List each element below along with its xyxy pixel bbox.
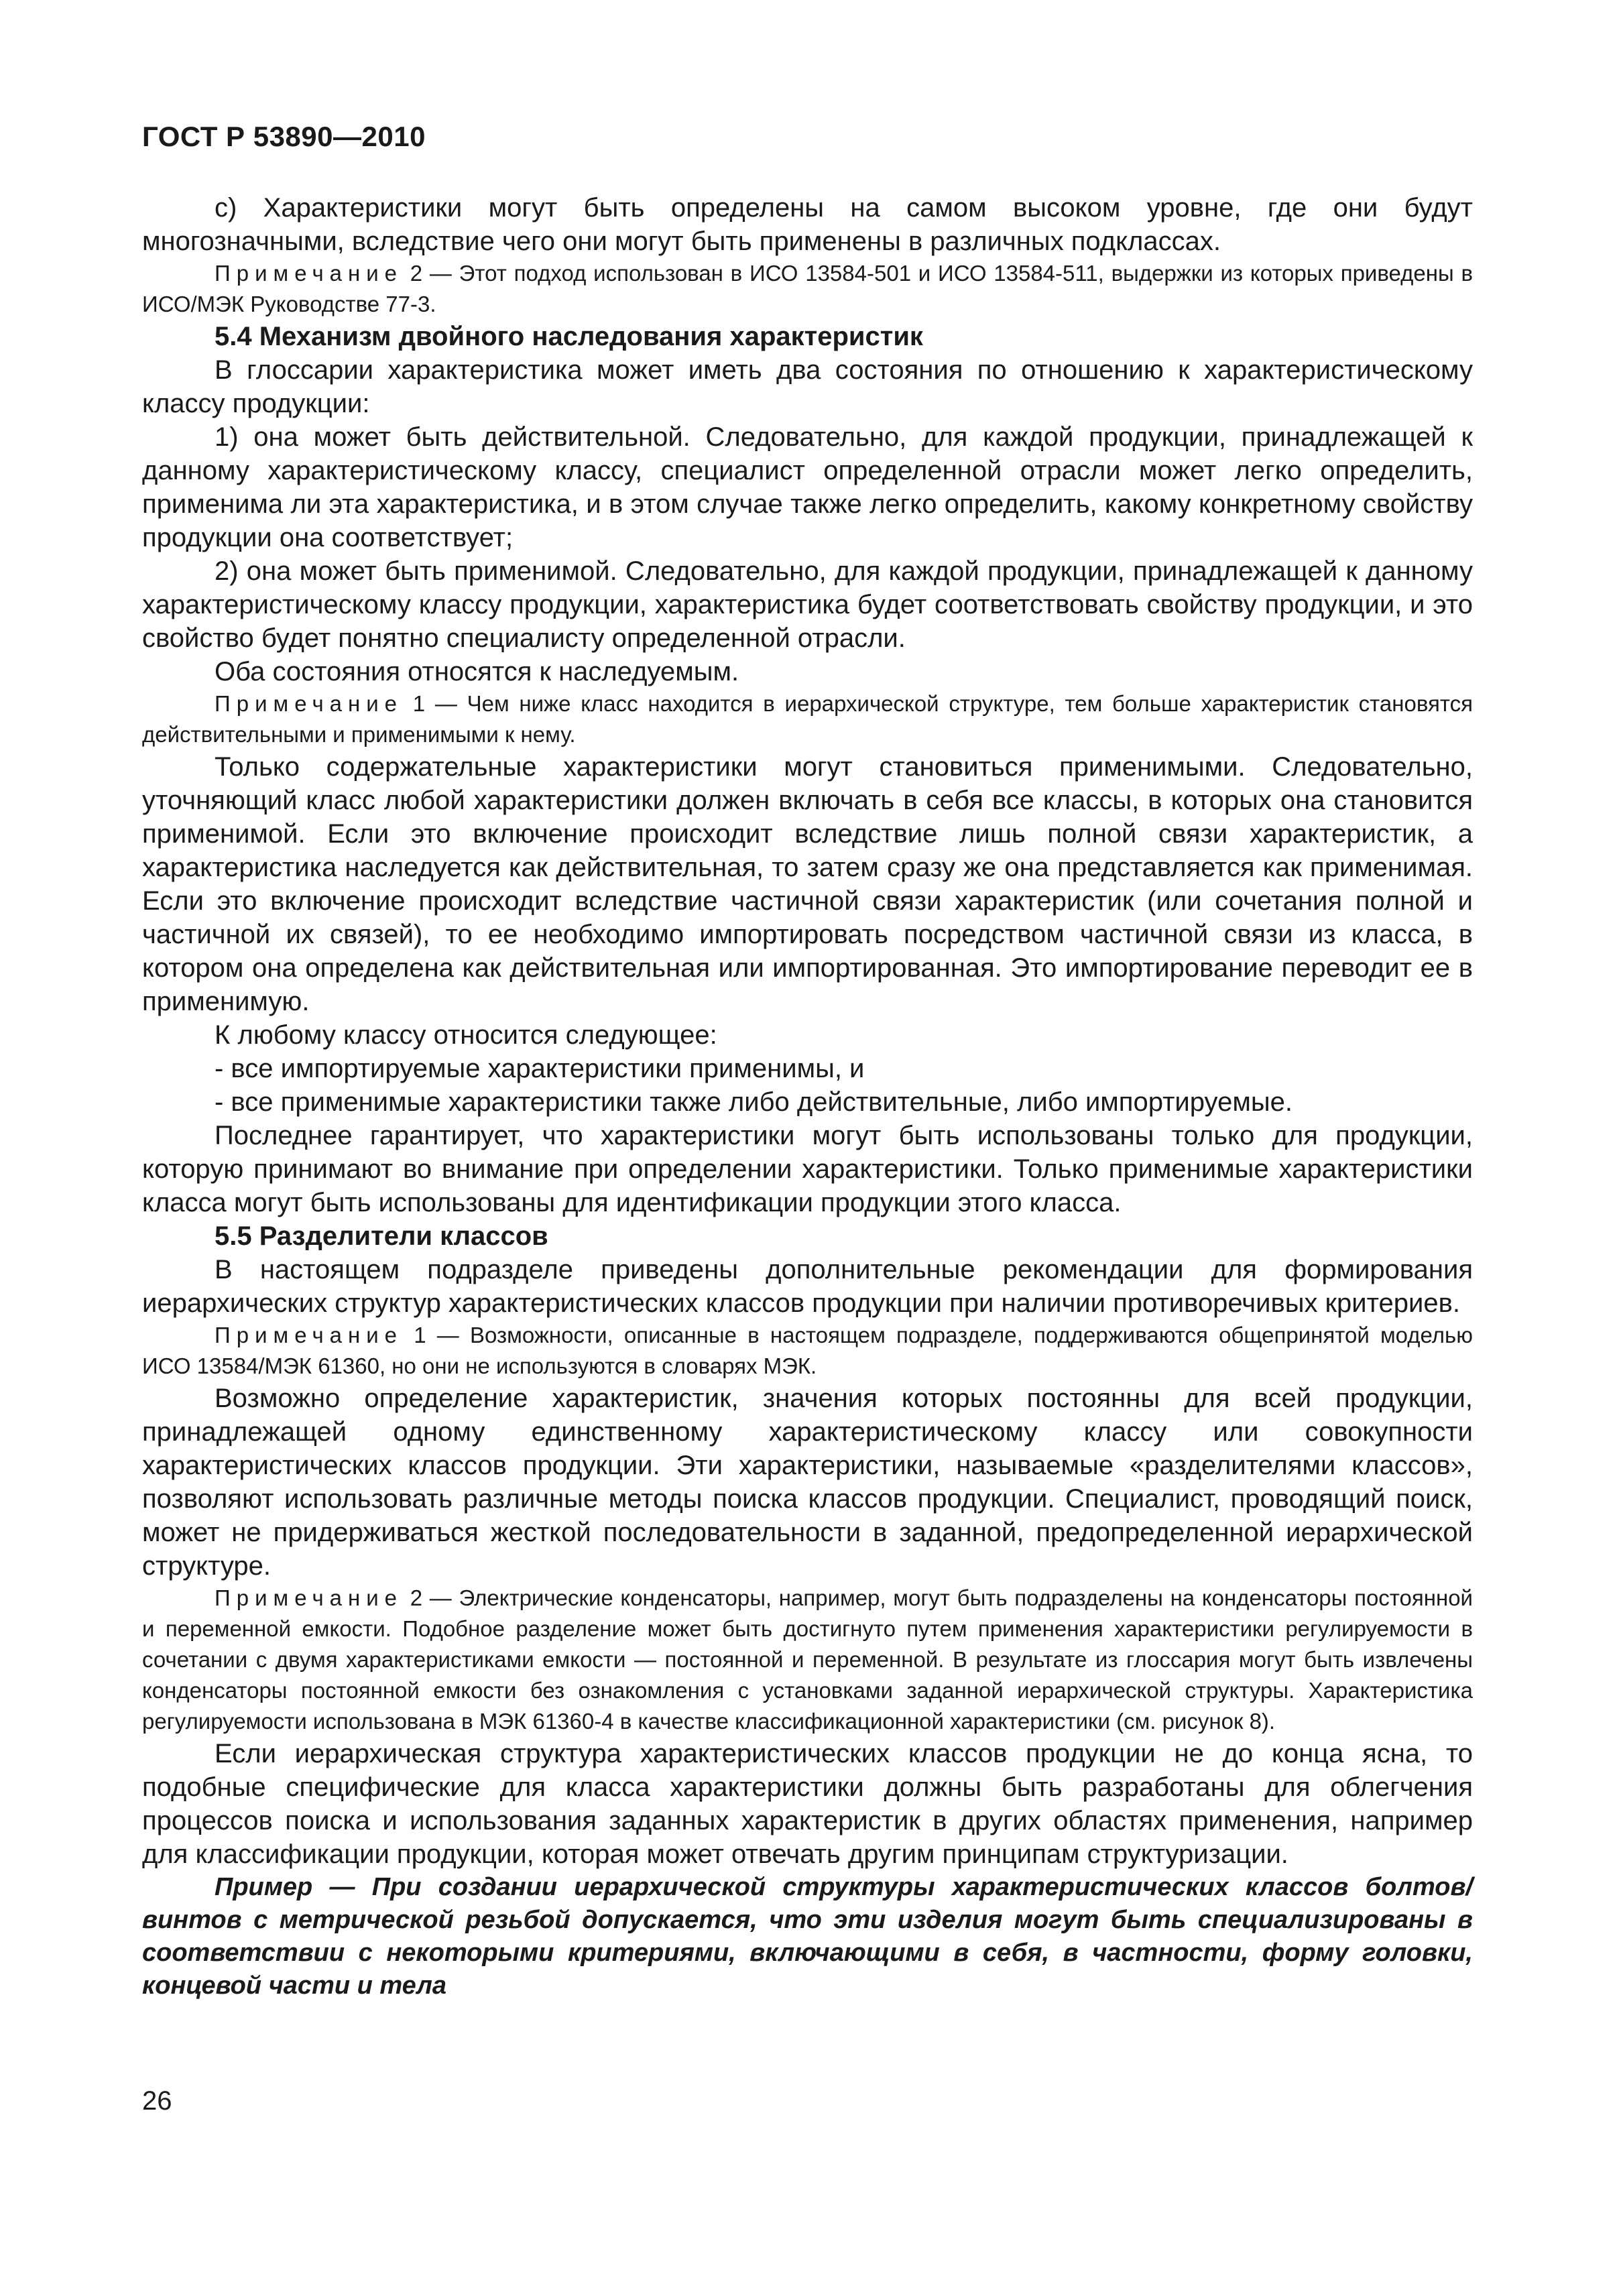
paragraph-c: с) Характеристики могут быть определены на самом высоком уровне, где они будут многозначными, вследствие чего они могут быть применены в различных подклассах. [142, 193, 1473, 256]
list-item: - все применимые характеристики также либо действительные, либо импортируемые. [215, 1087, 1293, 1117]
note-text: 1 — Возможности, описанные в настоящем подразделе, поддерживаются общепринятой моделью ИСО 13584/МЭК 61360, но они не используются в словарях МЭК. [142, 1323, 1473, 1378]
note-label: Примечание [215, 261, 404, 286]
paragraph: К любому классу относится следующее: [215, 1020, 717, 1050]
note-1-capabilities [142, 1320, 1473, 1382]
note-label: Примечание [215, 1323, 404, 1347]
section-heading-5-4: 5.4 Механизм двойного наследования характеристик [215, 322, 923, 351]
note-2-approach [142, 258, 1473, 320]
note-1-hierarchy [142, 688, 1473, 750]
paragraph: 1) она может быть действительной. Следовательно, для каждой продукции, принадлежащей к данному характеристическому классу, специалист определенной отрасли может легко определить, применима ли эта характеристика, и в этом случае также легко определить, какому конкретному свойству продукции она соответствует; [142, 422, 1473, 552]
paragraph: Возможно определение характеристик, значения которых постоянны для всей продукции, принадлежащей одному единственному характеристическому классу или совокупности характеристических классов продукции. Эти характеристики, называемые «разделителями классов», позволяют использовать различные методы поиска классов продукции. Специалист, проводящий поиск, может не придерживаться жесткой последовательности в заданной, предопределенной иерархической структуре. [142, 1384, 1473, 1581]
paragraph: Если иерархическая структура характеристических классов продукции не до конца ясна, то подобные специфические для класса характеристики должны быть разработаны для облегчения процессов поиска и использования заданных характеристик в других областях применения, например для классификации продукции, которая может отвечать другим принципам структуризации. [142, 1739, 1473, 1869]
note-label: Примечание [215, 1585, 404, 1610]
document-header: ГОСТ Р 53890—2010 [142, 121, 426, 152]
note-text: 2 — Электрические конденсаторы, например, могут быть подразделены на конденсаторы постоянной и переменной емкости. Подобное разделение может быть достигнуто путем применения характеристики регулируемости в сочетании с двумя характеристиками емкости — постоянной и переменной. В результате из глоссария могут быть извлечены конденсаторы постоянной емкости без ознакомления с установками заданной иерархической структуры. Характеристика регулируемости использована в МЭК 61360-4 в качестве классификационной характеристики (см. рисунок 8). [142, 1585, 1473, 1734]
note-text: 2 — Этот подход использован в ИСО 13584-501 и ИСО 13584-511, выдержки из которых приведены в ИСО/МЭК Руководстве 77-3. [142, 261, 1473, 316]
list-item: - все импортируемые характеристики применимы, и [215, 1054, 865, 1083]
note-2-capacitors [142, 1583, 1473, 1737]
paragraph: Оба состояния относятся к наследуемым. [215, 657, 739, 686]
paragraph: Только содержательные характеристики могут становиться применимыми. Следовательно, уточняющий класс любой характеристики должен включать в себя все классы, в которых она становится применимой. Если это включение происходит вследствие лишь полной связи характеристик, а характеристика наследуется как действительная, то затем сразу же она представляется как применимая. Если это включение происходит вследствие частичной связи характеристик (или сочетания полной и частичной их связей), то ее необходимо импортировать посредством частичной связи из класса, в котором она определена как действительная или импортированная. Это импортирование переводит ее в применимую. [142, 752, 1473, 1016]
page-content [142, 191, 1473, 2002]
example-paragraph: Пример — При создании иерархической структуры характеристических классов болтов/винтов с метрической резьбой допускается, что эти изделия могут быть специализированы в соответствии с некоторыми критериями, включающими в себя, в частности, форму головки, концевой части и тела [142, 1873, 1473, 2000]
note-label: Примечание [215, 691, 404, 716]
paragraph: В настоящем подразделе приведены дополнительные рекомендации для формирования иерархических структур характеристических классов продукции при наличии противоречивых критериев. [142, 1255, 1473, 1318]
paragraph: 2) она может быть применимой. Следовательно, для каждой продукции, принадлежащей к данному характеристическому классу продукции, характеристика будет соответствовать свойству продукции, и это свойство будет понятно специалисту определенной отрасли. [142, 556, 1473, 653]
page-number: 26 [142, 2086, 172, 2116]
paragraph: В глоссарии характеристика может иметь два состояния по отношению к характеристическому классу продукции: [142, 355, 1473, 418]
note-text: 1 — Чем ниже класс находится в иерархической структуре, тем больше характеристик становятся действительными и применимыми к нему. [142, 691, 1473, 747]
section-heading-5-5: 5.5 Разделители классов [215, 1221, 548, 1251]
paragraph: Последнее гарантирует, что характеристики могут быть использованы только для продукции, которую принимают во внимание при определении характеристики. Только применимые характеристики класса могут быть использованы для идентификации продукции этого класса. [142, 1121, 1473, 1217]
